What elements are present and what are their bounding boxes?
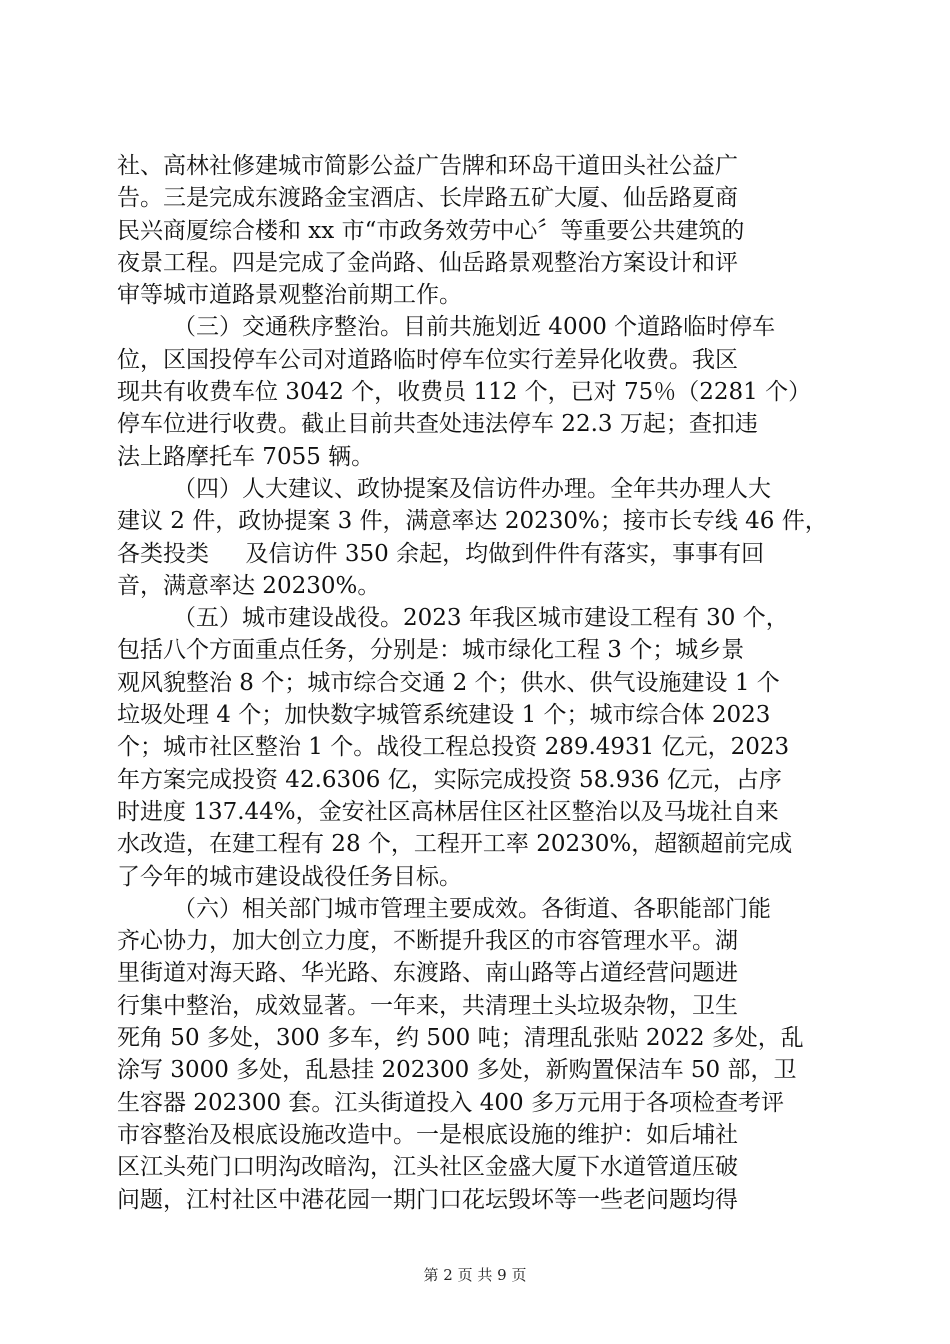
paragraph-start-line: （四）人大建议、政协提案及信访件办理。全年共办理人大 — [173, 475, 771, 502]
text-line: 齐心协力，加大创立力度，不断提升我区的市容管理水平。湖 — [117, 928, 738, 955]
text-line: 音，满意率达 20230%。 — [117, 572, 381, 599]
text-line: 生容器 202300 套。江头街道投入 400 多万元用于各项检查考评 — [117, 1089, 784, 1116]
text-line: 各类投类 及信访件 350 余起，均做到件件有落实，事事有回 — [117, 540, 765, 567]
text-line: 市容整治及根底设施改造中。一是根底设施的维护：如后埔社 — [117, 1121, 738, 1148]
text-line: 个；城市社区整治 1 个。战役工程总投资 289.4931 亿元，2023 — [117, 734, 790, 761]
text-line: 现共有收费车位 3042 个，收费员 112 个，已对 75％（2281 个） — [117, 379, 812, 406]
page-footer — [0, 1264, 950, 1285]
paragraph-start-line: （六）相关部门城市管理主要成效。各街道、各职能部门能 — [173, 895, 771, 922]
text-line: 告。三是完成东渡路金宝酒店、长岸路五矿大厦、仙岳路夏商 — [117, 185, 738, 212]
page-number-label: 第 2 页 共 9 页 — [423, 1266, 527, 1284]
text-line: 死角 50 多处，300 多车，约 500 吨；清理乱张贴 2022 多处，乱 — [117, 1025, 804, 1052]
document-body — [117, 150, 837, 1216]
text-line: 建议 2 件，政协提案 3 件，满意率达 20230%；接市长专线 46 件， — [117, 508, 828, 535]
text-line: 夜景工程。四是完成了金尚路、仙岳路景观整治方案设计和评 — [117, 249, 738, 276]
text-line: 观风貌整治 8 个；城市综合交通 2 个；供水、供气设施建设 1 个 — [117, 669, 780, 696]
text-line: 里街道对海天路、华光路、东渡路、南山路等占道经营问题进 — [117, 960, 738, 987]
text-line: 时进度 137.44%，金安社区高林居住区社区整治以及马垅社自来 — [117, 798, 779, 825]
text-line: 涂写 3000 多处，乱悬挂 202300 多处，新购置保洁车 50 部，卫 — [117, 1057, 797, 1084]
paragraph-start-line: （三）交通秩序整治。目前共施划近 4000 个道路临时停车 — [173, 314, 776, 341]
text-line: 区江头苑门口明沟改暗沟，江头社区金盛大厦下水道管道压破 — [117, 1154, 738, 1181]
text-line: 民兴商厦综合楼和 xx 市“市政务效劳中心〞等重要公共建筑的 — [117, 217, 745, 244]
text-line: 问题，江村社区中港花园一期门口花坛毁坏等一些老问题均得 — [117, 1186, 738, 1213]
text-line: 水改造，在建工程有 28 个，工程开工率 20230%，超额超前完成 — [117, 831, 793, 858]
paragraph-start-line: （五）城市建设战役。2023 年我区城市建设工程有 30 个， — [173, 605, 789, 632]
text-line: 了今年的城市建设战役任务目标。 — [117, 863, 462, 890]
text-line: 年方案完成投资 42.6306 亿，实际完成投资 58.936 亿元，占序 — [117, 766, 782, 793]
text-line: 行集中整治，成效显著。一年来，共清理土头垃圾杂物，卫生 — [117, 992, 738, 1019]
text-line: 社、高林社修建城市简影公益广告牌和环岛干道田头社公益广 — [117, 153, 738, 179]
text-line: 包括八个方面重点任务，分别是：城市绿化工程 3 个；城乡景 — [117, 637, 745, 664]
text-line: 审等城市道路景观整治前期工作。 — [117, 282, 462, 309]
text-line: 停车位进行收费。截止目前共查处违法停车 22.3 万起；查扣违 — [117, 411, 758, 438]
text-line: 位，区国投停车公司对道路临时停车位实行差异化收费。我区 — [117, 346, 738, 373]
text-line: 法上路摩托车 7055 辆。 — [117, 443, 375, 470]
text-line: 垃圾处理 4 个；加快数字城管系统建设 1 个；城市综合体 2023 — [117, 702, 771, 729]
